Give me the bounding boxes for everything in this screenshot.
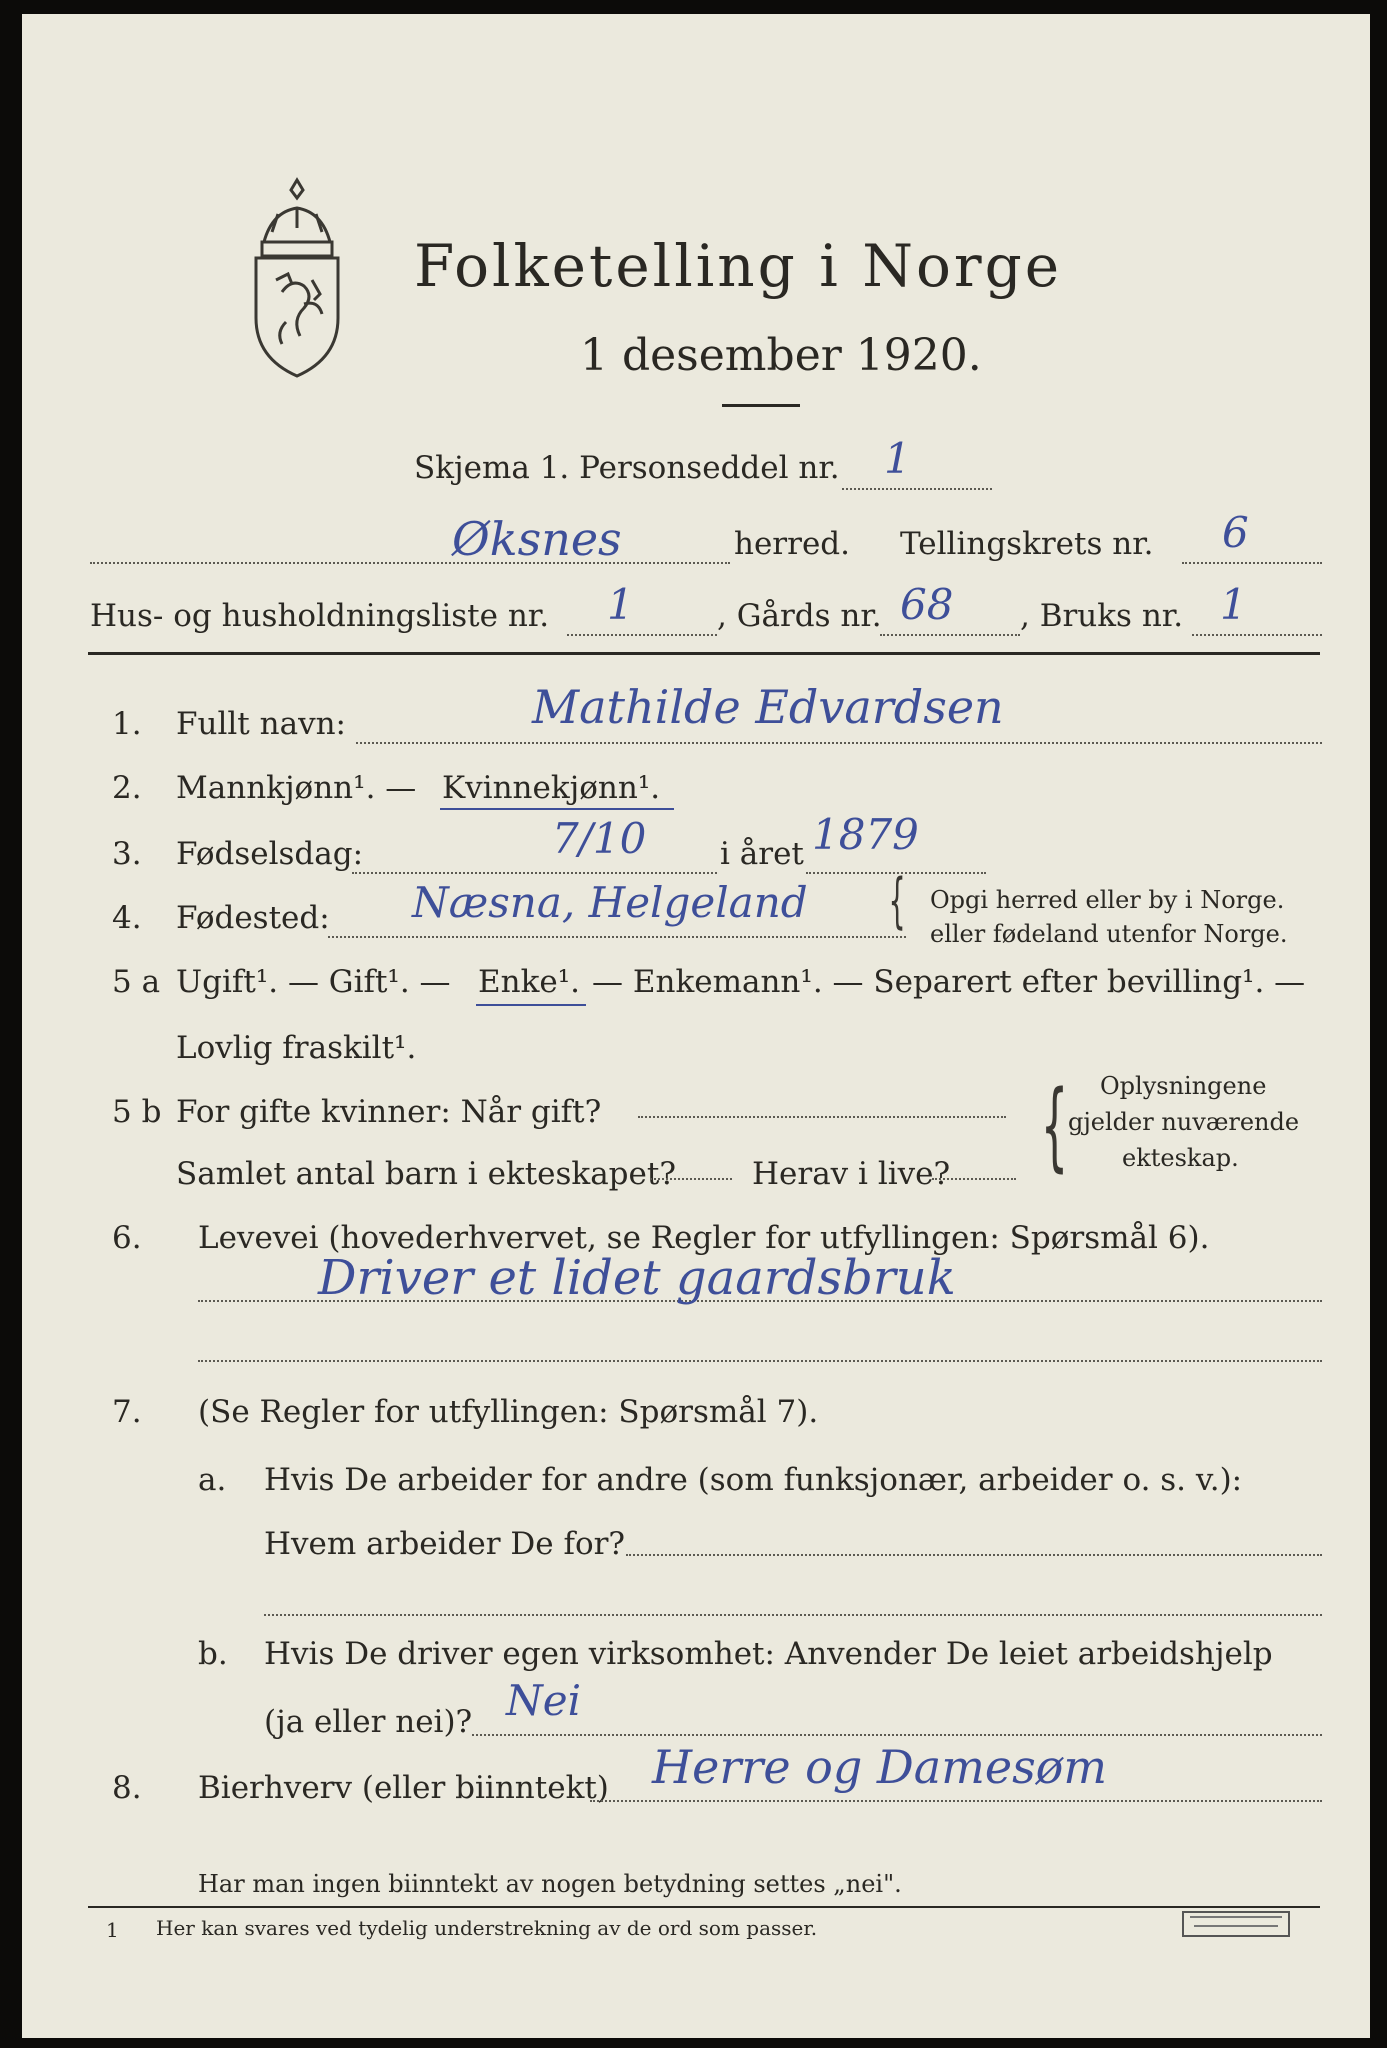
q1-value: Mathilde Edvardsen xyxy=(532,680,1004,734)
bruks-value: 1 xyxy=(1220,580,1247,629)
q5b-note-1: Oplysningene xyxy=(1100,1072,1267,1100)
q7b-letter: b. xyxy=(198,1636,228,1672)
q6-value: Driver et lidet gaardsbruk xyxy=(318,1250,956,1306)
form-title: Folketelling i Norge xyxy=(414,232,1063,300)
herred-value: Øksnes xyxy=(452,512,622,566)
q8-label: Bierhverv (eller biinntekt) xyxy=(198,1770,609,1806)
footnote-mark: 1 xyxy=(106,1918,119,1942)
q1-number: 1. xyxy=(112,706,142,742)
q4-label: Fødested: xyxy=(176,900,330,936)
q5b-number: 5 b xyxy=(112,1094,162,1130)
q4-number: 4. xyxy=(112,900,142,936)
q1-label: Fullt navn: xyxy=(176,706,346,742)
q7a-label: Hvis De arbeider for andre (som funksjonær, arbeider o. s. v.): xyxy=(264,1462,1243,1498)
q7a-question: Hvem arbeider De for? xyxy=(264,1526,626,1562)
q7a-letter: a. xyxy=(198,1462,227,1498)
q5b-children-label: Samlet antal barn i ekteskapet? xyxy=(176,1156,676,1192)
q5b-note-3: ekteskap. xyxy=(1122,1144,1239,1172)
norway-coat-of-arms-icon xyxy=(242,172,352,382)
q2-female: Kvinnekjønn¹. xyxy=(442,770,661,806)
q6-label: Levevei (hovederhvervet, se Regler for utfyllingen: Spørsmål 6). xyxy=(198,1220,1210,1256)
q5b-label: For gifte kvinner: Når gift? xyxy=(176,1094,602,1130)
gards-label: , Gårds nr. xyxy=(717,598,882,634)
footer-note: Har man ingen biinntekt av nogen betydning settes „nei". xyxy=(198,1870,902,1898)
q8-number: 8. xyxy=(112,1770,142,1806)
q5b-note-2: gjelder nuværende xyxy=(1068,1108,1300,1136)
q5a-option-enke: Enke¹. xyxy=(478,964,581,1000)
q5a-enke-underline xyxy=(476,1004,586,1006)
q7-number: 7. xyxy=(112,1394,142,1430)
q4-note-2: eller fødeland utenfor Norge. xyxy=(930,920,1288,948)
footnote: Her kan svares ved tydelig understrekning av de ord som passer. xyxy=(156,1916,818,1940)
census-date: 1 desember 1920. xyxy=(580,330,982,381)
census-form: Folketelling i Norge 1 desember 1920. Skjema 1. Personseddel nr. 1 Øksnes herred. Tellingskrets nr. 6 Hus- og husholdningsliste nr. 1 , Gårds nr. 68 , Bruks nr. 1 1. Fullt navn: Mathilde Edvardsen 2. Mannkjønn¹. — Kvinnekjønn¹. 3. Fødselsdag: 7/10 i året 1879 4. Fødested: Næsna, Helgeland { Opgi herred eller by i Norge. eller fødeland utenfor Norge. 5 a Ugift¹. — Gift¹. — Enke¹. — Enkemann¹. — Separert efter bevilling¹. — Lovlig fraskilt¹. 5 b For gifte kvinner: Når gift? Samlet antal barn i ekteskapet? Herav i live? { Oplysningene gjelder nuværende ekteskap. 6. Levevei (hovederhvervet, se Regler for utfyllingen: Spørsmål 6). Driver et lidet gaardsbruk 7. (Se Regler for utfyllingen: Spørsmål 7). a. Hvis De arbeider for andre (som funksjonær, arbeider o. s. v.): Hvem arbeider De for? b. Hvis De driver egen virksomhet: Anvender De leiet arbeidshjelp (ja eller nei)? Nei 8. Bierhverv (eller biinntekt) Herre og Damesøm Har man ingen biinntekt av nogen betydning settes „nei". 1 Her kan svares ved tydelig understrekning av de ord som passer. xyxy=(22,14,1370,2038)
q5a-option-ugift-gift: Ugift¹. — Gift¹. — xyxy=(176,964,451,1000)
footer-rule xyxy=(88,1906,1320,1908)
herred-label: herred. xyxy=(734,526,850,562)
q3-label: Fødselsdag: xyxy=(176,836,364,872)
q3-year-label: i året xyxy=(720,836,804,872)
q4-note-1: Opgi herred eller by i Norge. xyxy=(930,886,1285,914)
q8-value: Herre og Damesøm xyxy=(652,1740,1107,1794)
skjema-label: Skjema 1. Personseddel nr. xyxy=(414,450,840,486)
q7b-value: Nei xyxy=(506,1676,582,1725)
q6-number: 6. xyxy=(112,1220,142,1256)
q5a-option-fraskilt: Lovlig fraskilt¹. xyxy=(176,1030,417,1066)
q5a-option-others: — Enkemann¹. — Separert efter bevilling¹. — xyxy=(592,964,1306,1000)
gards-value: 68 xyxy=(900,580,954,629)
tellingskrets-value: 6 xyxy=(1222,508,1249,557)
tellingskrets-label: Tellingskrets nr. xyxy=(900,526,1154,562)
q3-number: 3. xyxy=(112,836,142,872)
printer-stamp xyxy=(1182,1911,1290,1937)
q5a-number: 5 a xyxy=(112,964,161,1000)
hus-value: 1 xyxy=(607,580,634,629)
skjema-value: 1 xyxy=(884,434,911,483)
q7-label: (Se Regler for utfyllingen: Spørsmål 7). xyxy=(198,1394,819,1430)
q2-number: 2. xyxy=(112,770,142,806)
header-rule xyxy=(88,652,1320,655)
q2-male: Mannkjønn¹. — xyxy=(176,770,417,806)
q7b-question: (ja eller nei)? xyxy=(264,1704,473,1740)
q2-female-underline xyxy=(440,808,674,810)
title-divider xyxy=(722,404,800,407)
q3-day: 7/10 xyxy=(552,814,647,863)
q4-value: Næsna, Helgeland xyxy=(412,878,808,927)
q5b-alive-label: Herav i live? xyxy=(752,1156,951,1192)
q7b-label: Hvis De driver egen virksomhet: Anvender De leiet arbeidshjelp xyxy=(264,1636,1273,1672)
bruks-label: , Bruks nr. xyxy=(1020,598,1184,634)
hus-label: Hus- og husholdningsliste nr. xyxy=(90,598,550,634)
q3-year: 1879 xyxy=(812,810,919,859)
